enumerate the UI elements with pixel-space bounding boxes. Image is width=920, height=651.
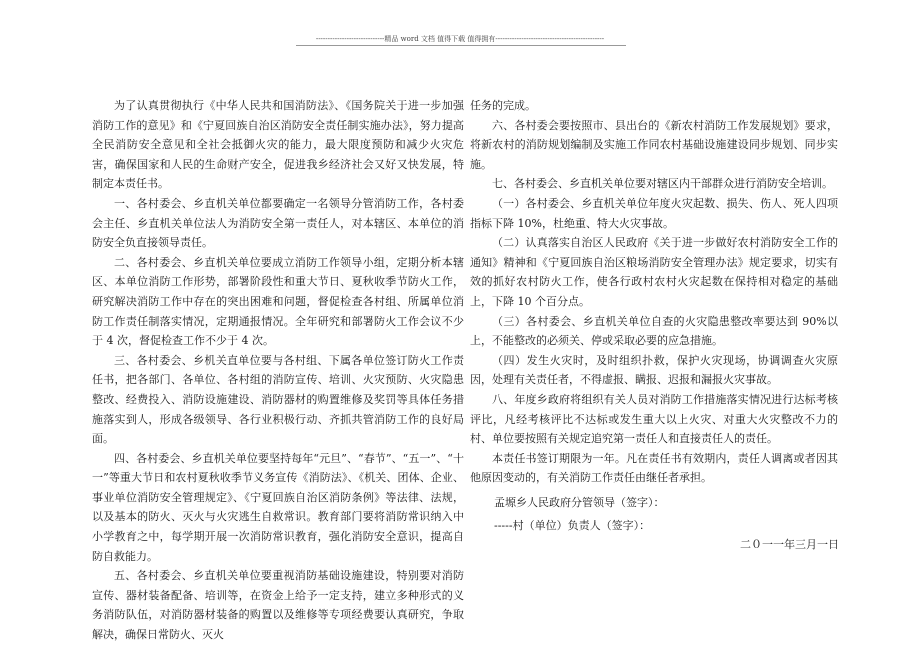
- header-rule: [296, 45, 626, 46]
- clause-1: 一、各村委会、乡直机关单位都要确定一名领导分管消防工作，各村委会主任、乡直机关单位法人为消防安全第一责任人，对本辖区、本单位的消防安全负直接领导责任。: [92, 196, 464, 250]
- term-paragraph: 本责任书签订期限为一年。凡在责任书有效期内，责任人调离或者因其他原因变动的，有关消防工作责任由继任者承担。: [470, 451, 838, 485]
- signature-village: -----村（单位）负责人（签字）：: [494, 519, 651, 532]
- clause-6: 六、各村委会要按照市、县出台的《新农村消防工作发展规划》要求，将新农村的消防规划编制及实施工作同农村基础设施建设同步规划、同步实施。: [470, 118, 838, 171]
- page-header-banner: -----------------------------精品 word 文档 值得下载 值得拥有----------------------------------------------: [315, 35, 605, 43]
- clause-2: 二、各村委会、乡直机关单位要成立消防工作领导小组，定期分析本辖区、本单位消防工作形势，部署阶段性和重大节日、夏秋收季节防火工作，研究解决消防工作中存在的突出困难和问题，督促检查各村组、所属单位消防工作责任制落实情况，定期通报情况。全年研究和部署防火工作会议不少于 4 次，督促检查工作不少于 4 次。: [92, 255, 464, 348]
- right-column: [470, 96, 838, 488]
- subclause-4: （四）发生火灾时，及时组织扑救，保护火灾现场，协调调查火灾原因，处理有关责任者，不得虚报、瞒报、迟报和漏报火灾事故。: [470, 353, 838, 387]
- clause-8: 八、年度乡政府将组织有关人员对消防工作措施落实情况进行达标考核评比，凡经考核评比不达标或发生重大以上火灾、对重大火灾整改不力的村、单位要按照有关规定追究第一责任人和直接责任人的责任。: [470, 392, 838, 446]
- clause-3: 三、各村委会、乡机关直单位要与各村组、下属各单位签订防火工作责任书，把各部门、各单位、各村组的消防宣传、培训、火灾预防、火灾隐患整改、经费投入、消防设施建设、消防器材的购置维修及奖罚等具体任务措施落实到人，形成各级领导、各行业积极行动、齐抓共管消防工作的良好局面。: [92, 353, 464, 446]
- clause-4: 四、各村委会、乡直机关单位要坚持每年“元旦”、“春节”、“五一”、“十一”等重大节日和农村夏秋收季节义务宣传《消防法》、《机关、团体、企业、事业单位消防安全管理规定》、《宁夏回族自治区消防条例》等法律、法规，以及基本的防火、灭火与火灾逃生自救常识。教育部门要将消防常识纳入中小学教育之中，每学期开展一次消防常识教育，强化消防安全意识，提高自防自救能力。: [92, 451, 464, 563]
- signature-date: 二０一一年三月一日: [740, 538, 839, 551]
- intro-paragraph: 为了认真贯彻执行《中华人民共和国消防法》、《国务院关于进一步加强消防工作的意见》和《宁夏回族自治区消防安全责任制实施办法》，努力提高全民消防安全意见和全社会抵御火灾的能力，最大限度预防和减少火灾危害，确保国家和人民的生命财产安全，促进我乡经济社会又好又快发展，特制定本责任书。: [92, 99, 464, 191]
- subclause-1: （一）各村委会、乡直机关单位年度火灾起数、损失、伤人、死人四项指标下降 10%，杜绝重、特大火灾事故。: [470, 196, 838, 230]
- subclause-2: （二）认真落实自治区人民政府《关于进一步做好农村消防安全工作的通知》精神和《宁夏回族自治区粮场消防安全管理办法》规定要求，切实有效的抓好农村防火工作，使各行政村农村火灾起数在保持相对稳定的基础上，下降 10 个百分点。: [470, 236, 838, 308]
- clause-5: 五、各村委会、乡直机关单位要重视消防基础设施建设，特别要对消防宣传、器材装备配备、培训等，在资金上给予一定支持，建立多种形式的义务消防队伍，对消防器材装备的购置以及维修等专项经费要认真研究，争取解决，确保日常防火、灭火: [92, 569, 464, 642]
- signature-leader: 孟塬乡人民政府分管领导（签字）：: [494, 496, 665, 509]
- continuation-text: 任务的完成。: [470, 99, 536, 112]
- left-column: [92, 96, 464, 645]
- subclause-3: （三）各村委会、乡直机关单位自查的火灾隐患整改率要达到 90%以上，不能整改的必须关、停或采取必要的应急措施。: [470, 314, 838, 348]
- clause-7: 七、各村委会、乡直机关单位要对辖区内干部群众进行消防安全培训。: [492, 177, 833, 191]
